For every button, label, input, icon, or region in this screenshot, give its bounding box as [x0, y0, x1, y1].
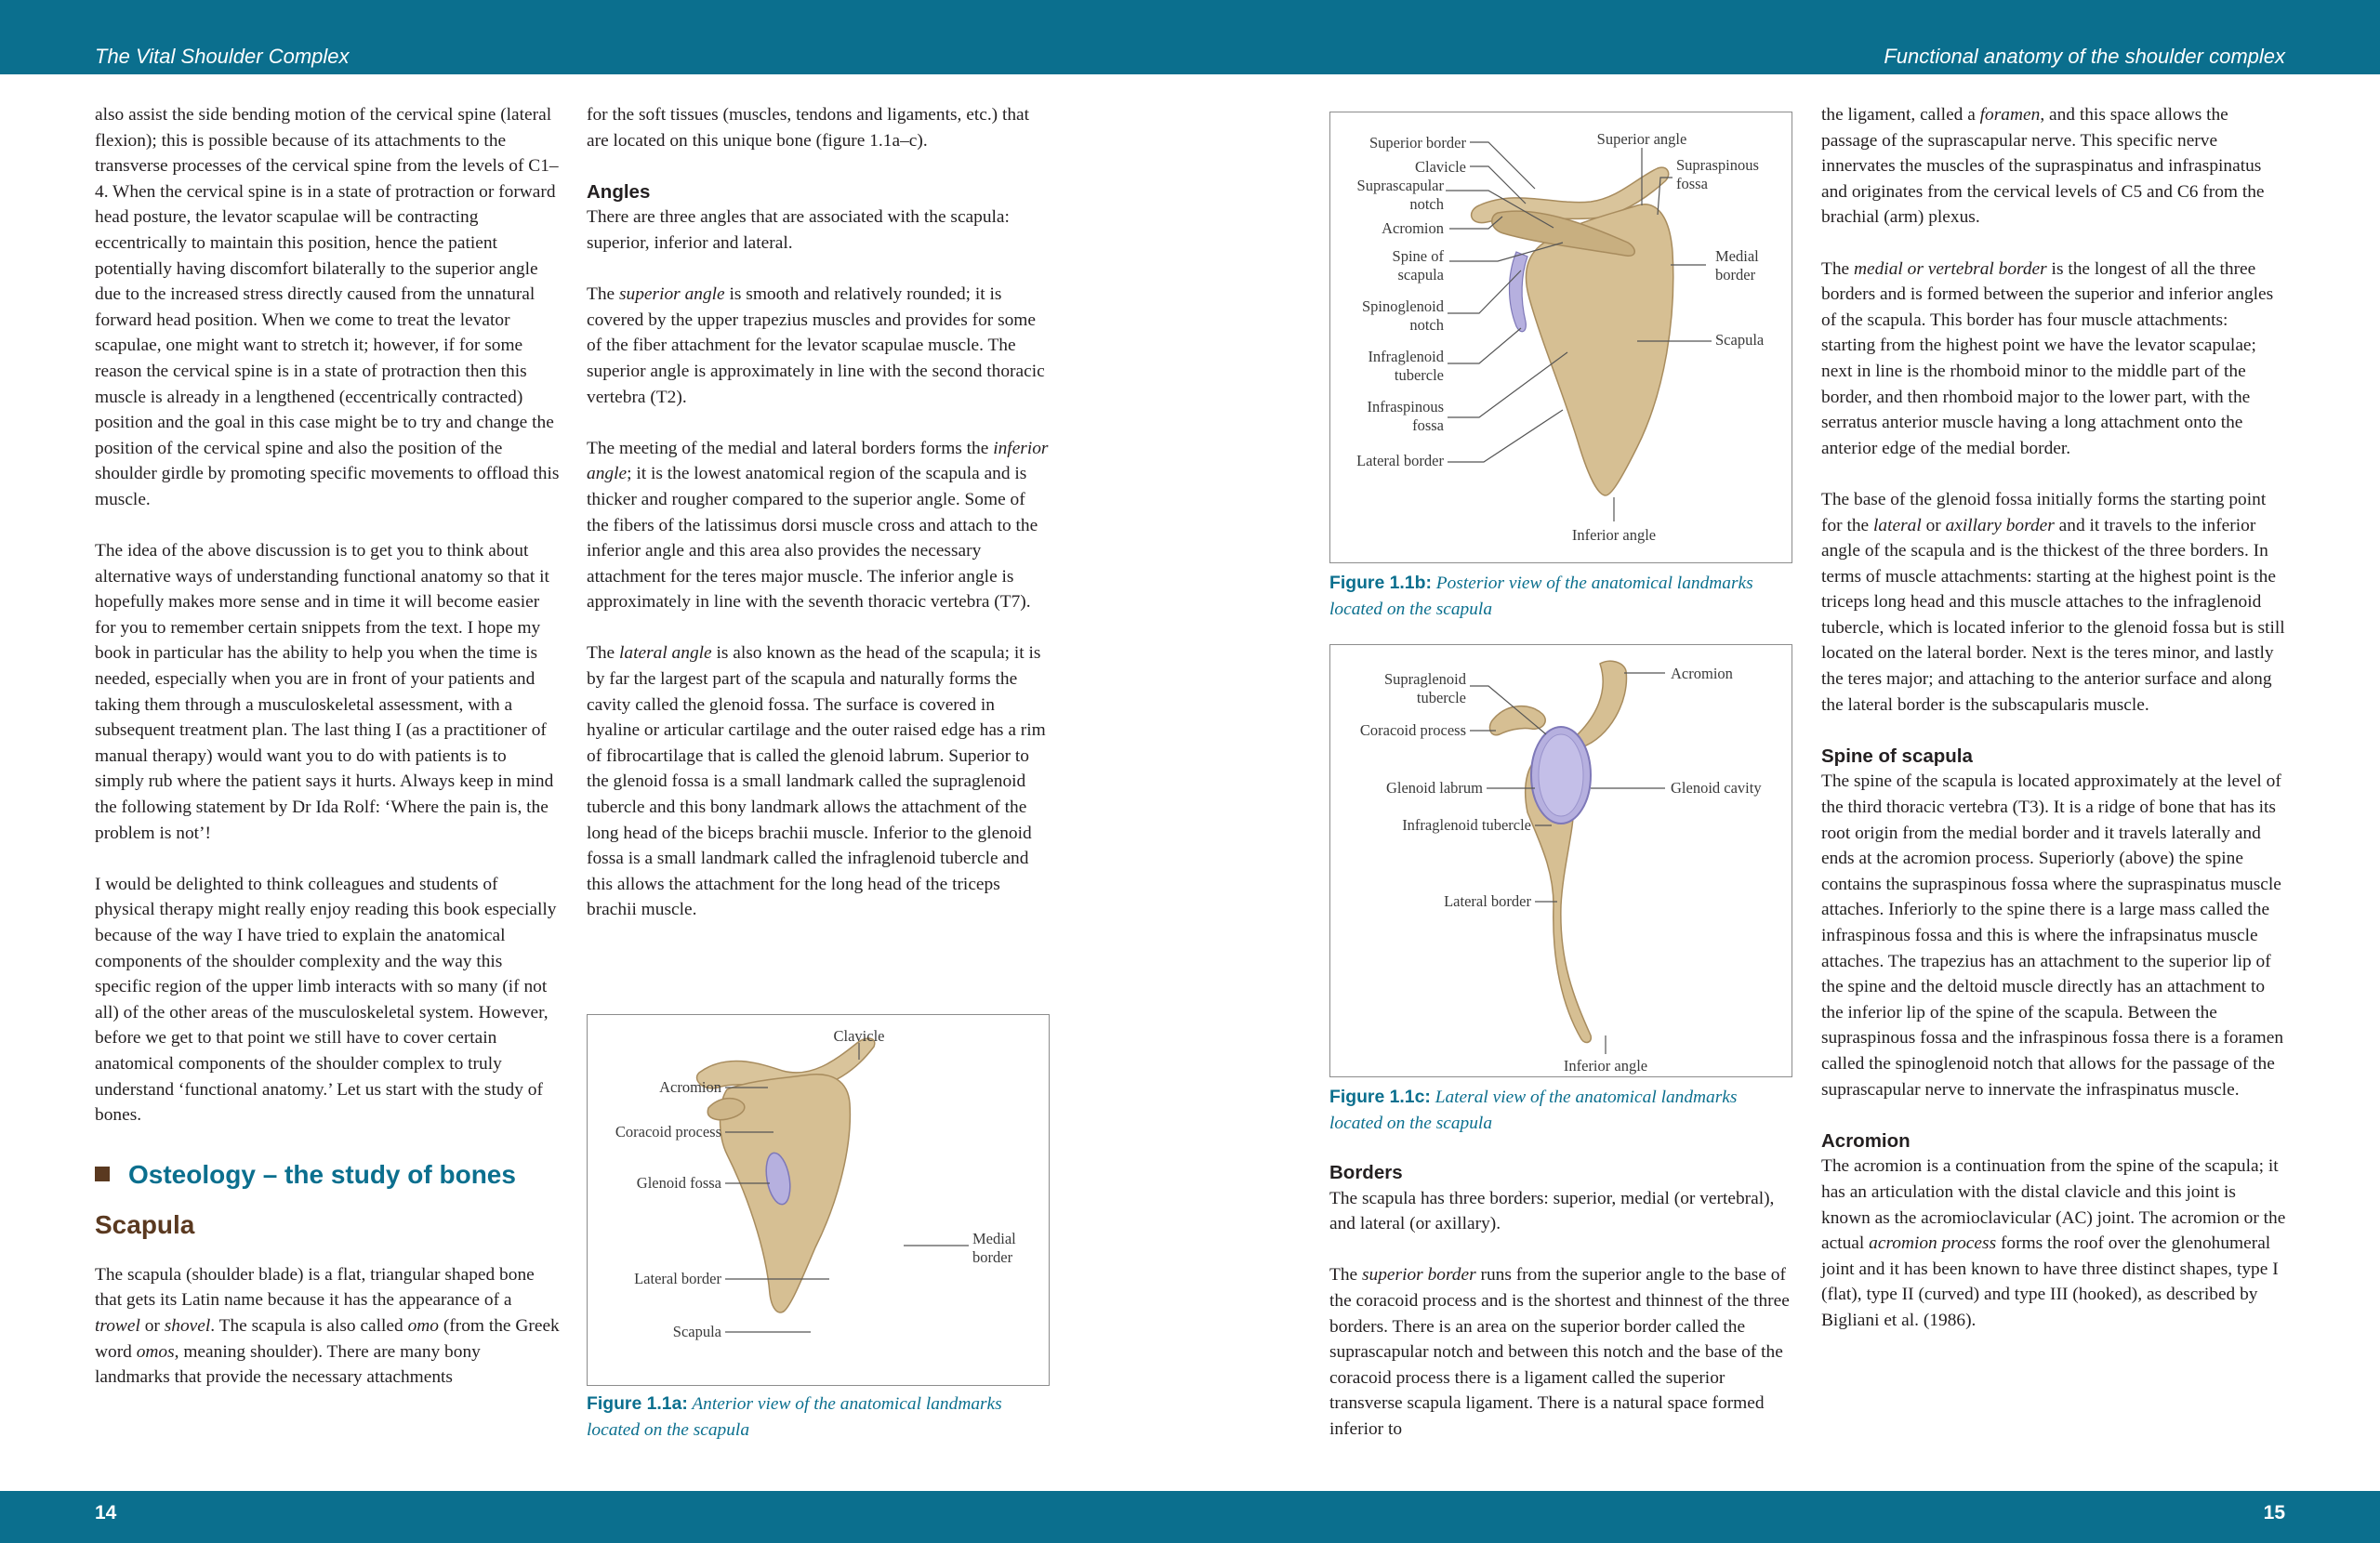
- figure-1-1b-posterior-scapula: [1329, 112, 1792, 563]
- label-glenoid-cavity: Glenoid cavity: [1671, 779, 1762, 797]
- paragraph: I would be delighted to think colleagues and students of physical therapy might really enjoy reading this book especially because of the way I have tried to explain the anatomical components of the shoulder complexity and the way this specific region of the upper limb interacts with so many (if not all) of the other areas of the musculoskeletal system. However, before we get to that point we still have to cover certain anatomical components of the shoulder complex to truly understand ‘functional anatomy.’ Let us start with the study of bones.: [95, 874, 557, 1126]
- label-acromion: Acromion: [1671, 665, 1733, 682]
- label-lateral-border: Lateral border: [1444, 892, 1531, 910]
- paragraph: The spine of the scapula is located approximately at the level of the third thoracic vertebra (T3). It is a ridge of bone that has its root origin from the medial border and it travels laterally and ends at the acromion process. Superiorly (above) the spine contains the supraspinous fossa where the supraspinatus muscle attaches. Inferiorly to the spine there is a large mass called the infraspinous fossa and this is where the infrapsinatus muscle attaches. The trapezius has an attachment to the superior lip of the spine and the deltoid muscle directly has an attachment to the inferior lip of the spine of the scapula. Between the supraspinous fossa and the infraspinous fossa there is a foramen called the spinoglenoid notch that allows for the passage of the suprascapular nerve to innervate the infraspinatus muscle.: [1821, 772, 2284, 1100]
- label-coracoid-process: Coracoid process: [615, 1123, 721, 1141]
- label-supraglenoid-tubercle: Supraglenoid: [1384, 670, 1466, 688]
- header-chapter-title: Functional anatomy of the shoulder complex: [1884, 45, 2285, 68]
- anterior-scapula-illustration: [588, 1015, 1051, 1387]
- label-infraglenoid-tubercle: Infraglenoid tubercle: [1402, 816, 1531, 834]
- figure-1-1c-lateral-scapula: [1329, 644, 1792, 1077]
- label-supraspinous-fossa-line2: fossa: [1676, 175, 1708, 192]
- section-bullet-square: [95, 1167, 110, 1181]
- label-medial-border: Medial: [1715, 247, 1759, 265]
- leader-line: [1448, 328, 1521, 363]
- label-suprascapular-notch: Suprascapular: [1356, 177, 1444, 194]
- label-lateral-border: Lateral border: [634, 1270, 721, 1287]
- header-book-title: The Vital Shoulder Complex: [95, 45, 350, 68]
- label-clavicle: Clavicle: [1415, 158, 1466, 176]
- running-header: [0, 0, 2380, 74]
- page-number-left: 14: [95, 1502, 117, 1523]
- left-page-column-1: [95, 102, 560, 1391]
- label-suprascapular-notch-line2: notch: [1409, 195, 1444, 213]
- paragraph: the ligament, called a foramen, and this space allows the passage of the suprascapular nerve. This specific nerve innervates the muscles of the supraspinatus and infraspinatus and originates from the cervical levels of C5 and C6 from the brachial (arm) plexus.: [1821, 105, 2265, 228]
- figure-1-1a-anterior-scapula: [587, 1014, 1050, 1386]
- figure-1-1c-caption: Figure 1.1c: Lateral view of the anatomical landmarks located on the scapula: [1329, 1087, 1738, 1133]
- right-page-column-1: [1329, 1160, 1794, 1443]
- label-scapula: Scapula: [672, 1323, 721, 1340]
- glenoid-rim: [1510, 252, 1528, 332]
- figure-1-1a-caption: Figure 1.1a: Anterior view of the anatomical landmarks located on the scapula: [587, 1393, 1002, 1440]
- label-infraglenoid-tubercle: Infraglenoid: [1368, 348, 1444, 365]
- paragraph: The idea of the above discussion is to get you to think about alternative ways of understanding functional anatomy so that it hopefully makes more sense and in time it will become easier for you to remember certain snippets from the text. I hope my book in particular has the ability to help you when the time is needed, especially when you are in front of your patients and taking them through a musculoskeletal assessment, with a subsequent treatment plan. The last thing I (as a practitioner of manual therapy) would want you to do with patients is to simply rub where the patient says it hurts. Always keep in mind the following statement by Dr Ida Rolf: ‘Where the pain is, the problem is not’!: [95, 541, 554, 843]
- paragraph: The lateral angle is also known as the head of the scapula; it is by far the largest part of the scapula and naturally forms the cavity called the glenoid fossa. The surface is covered in hyaline or articular cartilage and the outer raised edge has a rim of fibrocartilage that is called the glenoid labrum. Superior to the glenoid fossa is a small landmark called the supraglenoid tubercle and this bony landmark allows the attachment of the long head of the biceps brachii muscle. Inferior to the glenoid fossa is a small landmark called the infraglenoid tubercle and this allows the attachment for the long head of the triceps brachii muscle.: [587, 643, 1046, 920]
- label-infraglenoid-tubercle-line2: tubercle: [1394, 366, 1444, 384]
- paragraph: The scapula has three borders: superior, medial (or vertebral), and lateral (or axillary).: [1329, 1188, 1775, 1234]
- paragraph: also assist the side bending motion of the cervical spine (lateral flexion); this is possible because of its attachments to the transverse processes of the cervical spine from the levels of C1–4. When the cervical spine is in a state of protraction or forward head posture, the levator scapulae will be contracting eccentrically to maintain this position, hence the patient potentially having discomfort bilaterally to the superior angle due to the increased stress directly caused from the unnatural forward head position. When we come to treat the levator scapulae, one might want to stretch it; however, if for some reason the cervical spine is in a state of protraction then this muscle is already in a lengthened (eccentrically contracted) position and the goal in this case might be to try and change the position of the cervical spine and also the position of the shoulder girdle by promoting specific movements to offload this muscle.: [95, 105, 560, 509]
- label-medial-border-line2: border: [972, 1248, 1013, 1266]
- lateral-scapula-illustration: [1330, 645, 1793, 1078]
- label-spine-of-scapula-line2: scapula: [1397, 266, 1444, 284]
- label-superior-angle: Superior angle: [1596, 130, 1687, 148]
- label-lateral-border: Lateral border: [1356, 452, 1444, 469]
- label-coracoid-process: Coracoid process: [1359, 721, 1466, 739]
- label-superior-border: Superior border: [1368, 134, 1466, 152]
- paragraph: The acromion is a continuation from the spine of the scapula; it has an articulation with the distal clavicle and this joint is known as the acromioclavicular (AC) joint. The acromion or the actual acromion process forms the roof over the glenohumeral joint and it has been known to have three distinct shapes, type I (flat), type II (curved) and type III (hooked), as described by Bigliani et al. (1986).: [1821, 1156, 2286, 1330]
- label-spine-of-scapula: Spine of: [1392, 247, 1444, 265]
- heading-acromion: Acromion: [1821, 1129, 1911, 1152]
- heading-spine-of-scapula: Spine of scapula: [1821, 745, 1973, 767]
- paragraph: The superior border runs from the superior angle to the base of the coracoid process and is the shortest and thinnest of the three borders. There is an area on the superior border called the suprascapular notch and between this notch and the base of the coracoid process there is a ligament called the superior transverse scapula ligament. There is a natural space formed inferior to: [1329, 1265, 1790, 1439]
- label-medial-border-line2: border: [1715, 266, 1756, 284]
- paragraph: The medial or vertebral border is the longest of all the three borders and is formed between the superior and inferior angles of the scapula. This border has four muscle attachments: starting from the highest point we have the levator scapulae; next in line is the rhomboid minor to the middle part of the border, and then rhomboid major to the lower part, with the serratus anterior muscle having a long attachment onto the anterior edge of the medial border.: [1821, 258, 2274, 458]
- label-inferior-angle: Inferior angle: [1571, 526, 1657, 544]
- paragraph: There are three angles that are associated with the scapula: superior, inferior and lateral.: [587, 207, 1010, 253]
- subsection-heading-scapula: Scapula: [95, 1209, 195, 1239]
- label-supraspinous-fossa: Supraspinous: [1676, 156, 1759, 174]
- page-number-right: 15: [2263, 1502, 2285, 1523]
- label-scapula: Scapula: [1715, 331, 1765, 349]
- label-infraspinous-fossa-line2: fossa: [1412, 416, 1444, 434]
- paragraph: The base of the glenoid fossa initially forms the starting point for the lateral or axillary border and it travels to the inferior angle of the scapula and is the thickest of the three borders. In terms of muscle attachments: starting at the highest point is the triceps long head and this muscle attaches to the infraglenoid tubercle, which is located inferior to the glenoid fossa but is still located on the lateral border. Next is the teres minor, and lastly the teres major; and attaching to the anterior surface and along the lateral border is the subscapularis muscle.: [1821, 489, 2285, 715]
- glenoid-labrum-shape: [1539, 734, 1583, 816]
- label-medial-border: Medial: [972, 1230, 1016, 1247]
- label-infraspinous-fossa: Infraspinous: [1367, 398, 1444, 415]
- label-glenoid-fossa: Glenoid fossa: [636, 1174, 721, 1192]
- label-inferior-angle: Inferior angle: [1563, 1057, 1648, 1075]
- section-heading: Osteology – the study of bones: [95, 1156, 560, 1194]
- leader-line: [1658, 178, 1673, 215]
- label-supraglenoid-tubercle-line2: tubercle: [1416, 689, 1466, 706]
- left-page-column-2: [587, 102, 1051, 923]
- paragraph: for the soft tissues (muscles, tendons and ligaments, etc.) that are located on this unique bone (figure 1.1a–c).: [587, 105, 1030, 151]
- heading-borders: Borders: [1329, 1162, 1403, 1183]
- right-page-column-2: [1821, 102, 2286, 1334]
- label-spinoglenoid-notch: Spinoglenoid: [1361, 297, 1444, 315]
- acromion-arc: [1573, 661, 1626, 747]
- running-footer: [0, 1491, 2380, 1543]
- figure-1-1b-caption: Figure 1.1b: Posterior view of the anatomical landmarks located on the scapula: [1329, 573, 1753, 619]
- paragraph: The superior angle is smooth and relatively rounded; it is covered by the upper trapezius muscles and provides for some of the fiber attachment for the levator scapulae muscle. The superior angle is approximately in line with the second thoracic vertebra (T2).: [587, 284, 1045, 407]
- leader-line: [1470, 142, 1535, 189]
- label-clavicle: Clavicle: [833, 1027, 885, 1045]
- paragraph: The meeting of the medial and lateral borders forms the inferior angle; it is the lowest anatomical region of the scapula and is thicker and rougher compared to the superior angle. Some of the fibers of the latissimus dorsi muscle cross and attach to the inferior angle and this area also provides the necessary attachment for the teres major muscle. The inferior angle is approximately in line with the seventh thoracic vertebra (T7).: [587, 438, 1049, 613]
- paragraph: The scapula (shoulder blade) is a flat, triangular shaped bone that gets its Latin name because it has the appearance of a trowel or shovel. The scapula is also called omo (from the Greek word omos, meaning shoulder). There are many bony landmarks that provide the necessary attachments: [95, 1264, 560, 1388]
- label-spinoglenoid-notch-line2: notch: [1409, 316, 1444, 334]
- label-glenoid-labrum: Glenoid labrum: [1385, 779, 1483, 797]
- heading-angles: Angles: [587, 180, 651, 203]
- leader-line: [1448, 352, 1567, 417]
- posterior-scapula-illustration: [1330, 112, 1793, 564]
- label-acromion: Acromion: [1382, 219, 1444, 237]
- label-acromion: Acromion: [659, 1078, 721, 1096]
